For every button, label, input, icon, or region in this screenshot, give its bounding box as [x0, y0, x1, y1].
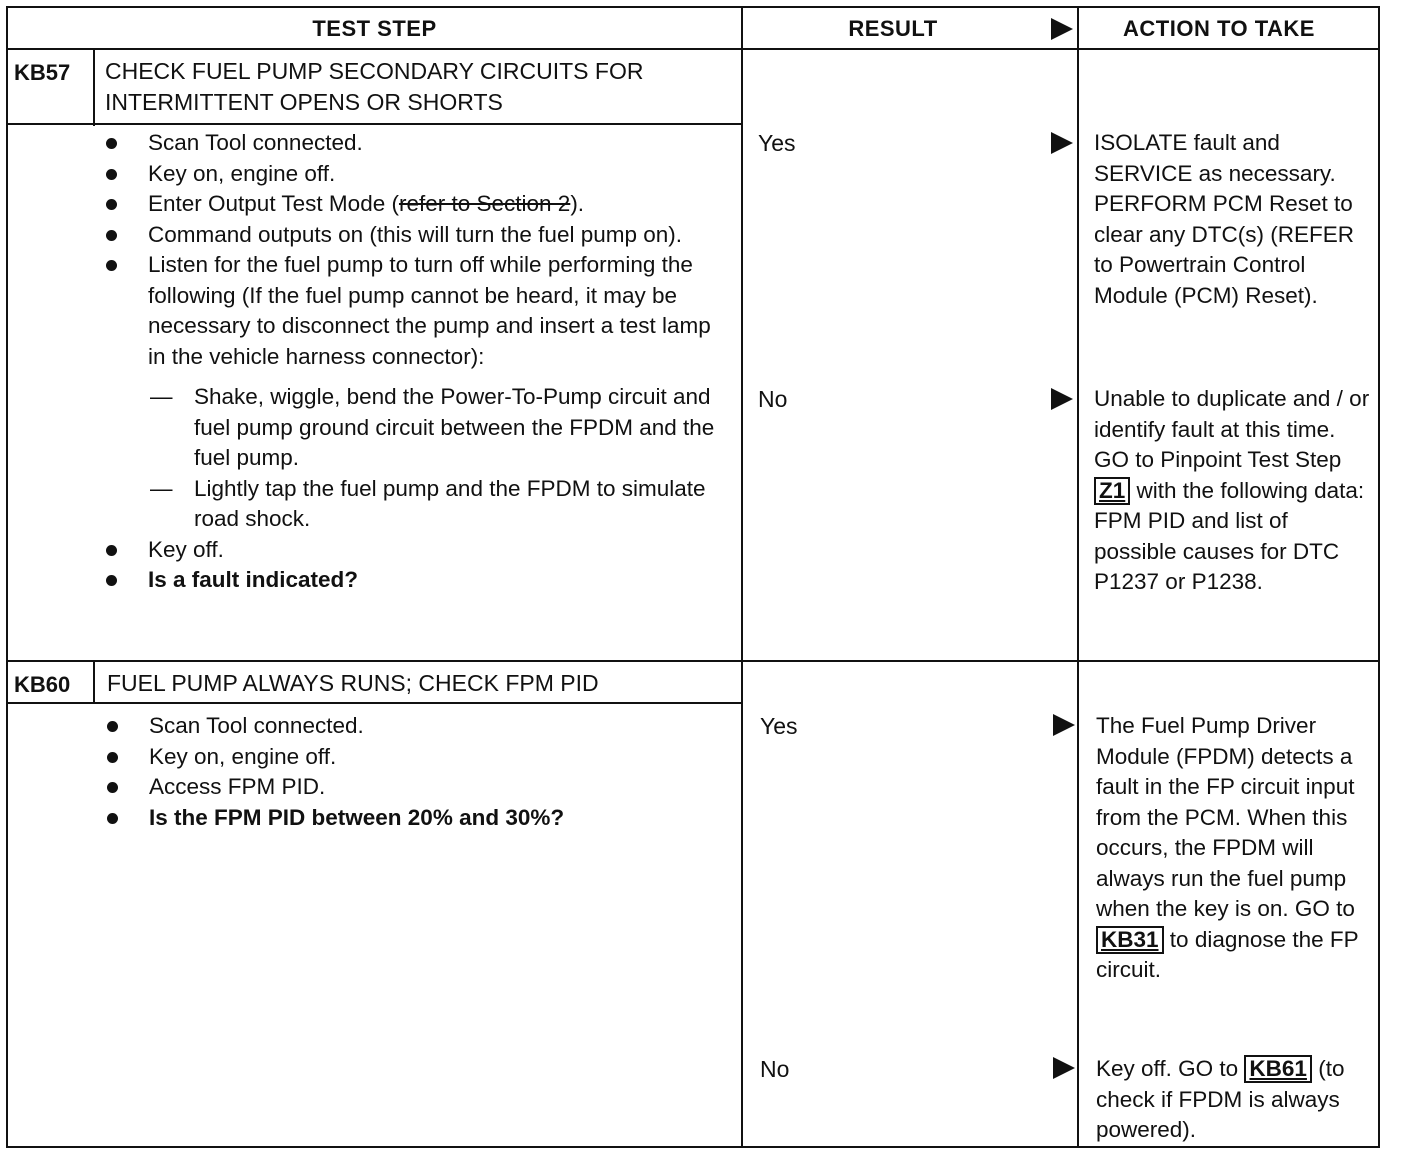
list-item: Is the FPM PID between 20% and 30%? [105, 803, 725, 834]
action-text-end: to diagnose the FP circuit. [1096, 926, 1359, 982]
kb57-no-label: No [758, 386, 788, 412]
list-item: Listen for the fuel pump to turn off while performing the following (If the fuel pump cannot be heard, it may be necessary to disconnect the pump and insert a test lamp in the vehicle harness connector): [104, 250, 724, 372]
list-item: Key off. [104, 535, 724, 566]
test-step-table [6, 6, 1380, 1148]
list-item: Scan Tool connected. [105, 711, 725, 742]
step-text-end: ). [570, 191, 585, 216]
kb57-no-action [1094, 384, 1374, 598]
kb57-title-bottom-line [8, 123, 743, 125]
kb60-yes-arrow-icon [1053, 714, 1075, 736]
kb61-step-ref[interactable]: KB61 [1244, 1055, 1312, 1083]
list-item [104, 189, 724, 220]
kb57-title-line2: INTERMITTENT OPENS OR SHORTS [105, 89, 503, 115]
kb60-yes-action [1096, 711, 1376, 986]
action-text-end: (to check if FPDM is always powered). [1096, 1056, 1345, 1142]
section-divider [8, 660, 1378, 662]
kb57-code: KB57 [14, 60, 71, 85]
kb60-no-action [1096, 1054, 1376, 1146]
kb57-code-divider [93, 48, 95, 126]
header-bottom-line [8, 48, 1378, 50]
kb60-step-list [105, 711, 725, 833]
kb31-step-ref[interactable]: KB31 [1096, 926, 1164, 954]
header-result: RESULT [848, 16, 938, 41]
step-text: Enter Output Test Mode ( [148, 191, 399, 216]
kb57-yes-arrow-icon [1051, 132, 1073, 154]
kb60-title-bottom-line [8, 702, 743, 704]
action-text-end: with the following data: FPM PID and list of possible causes for DTC P1237 or P1238. [1094, 477, 1365, 594]
kb60-code-divider [93, 660, 95, 704]
kb57-yes-label: Yes [758, 130, 796, 156]
action-text: Key off. GO to [1096, 1056, 1239, 1081]
list-item: Access FPM PID. [105, 772, 725, 803]
sub-list-item: — Lightly tap the fuel pump and the FPDM to simulate road shock. [104, 474, 724, 535]
list-item: Key on, engine off. [104, 159, 724, 190]
struck-reference: refer to Section 2 [398, 191, 571, 216]
header-arrow-icon [1051, 18, 1073, 40]
kb57-title-line1: CHECK FUEL PUMP SECONDARY CIRCUITS FOR [105, 58, 644, 84]
action-text: The Fuel Pump Driver Module (FPDM) detects a fault in the FP circuit input from the PCM. When this occurs, the FPDM will always run the fuel pump when the key is on. GO to [1096, 713, 1355, 921]
kb57-step-list [104, 128, 724, 596]
divider-test-result [741, 8, 743, 1146]
kb60-code: KB60 [14, 672, 71, 697]
header-action: ACTION TO TAKE [1123, 16, 1315, 41]
list-item: Is a fault indicated? [104, 565, 724, 596]
sub-list-item: — Shake, wiggle, bend the Power-To-Pump circuit and fuel pump ground circuit between the FPDM and the fuel pump. [104, 382, 724, 474]
list-item: Key on, engine off. [105, 742, 725, 773]
kb57-no-arrow-icon [1051, 388, 1073, 410]
list-item: Command outputs on (this will turn the fuel pump on). [104, 220, 724, 251]
header-test-step: TEST STEP [312, 16, 437, 41]
kb57-title [105, 56, 643, 118]
kb60-yes-label: Yes [760, 713, 798, 739]
kb57-yes-action: ISOLATE fault and SERVICE as necessary. PERFORM PCM Reset to clear any DTC(s) (REFER to Powertrain Control Module (PCM) Reset). [1094, 130, 1355, 308]
action-text: Unable to duplicate and / or identify fault at this time. GO to Pinpoint Test Step [1094, 386, 1370, 472]
kb60-title: FUEL PUMP ALWAYS RUNS; CHECK FPM PID [107, 670, 599, 696]
list-item: Scan Tool connected. [104, 128, 724, 159]
pinpoint-step-ref[interactable]: Z1 [1094, 477, 1130, 505]
kb60-no-label: No [760, 1056, 790, 1082]
divider-result-action [1077, 8, 1079, 1146]
kb60-no-arrow-icon [1053, 1057, 1075, 1079]
